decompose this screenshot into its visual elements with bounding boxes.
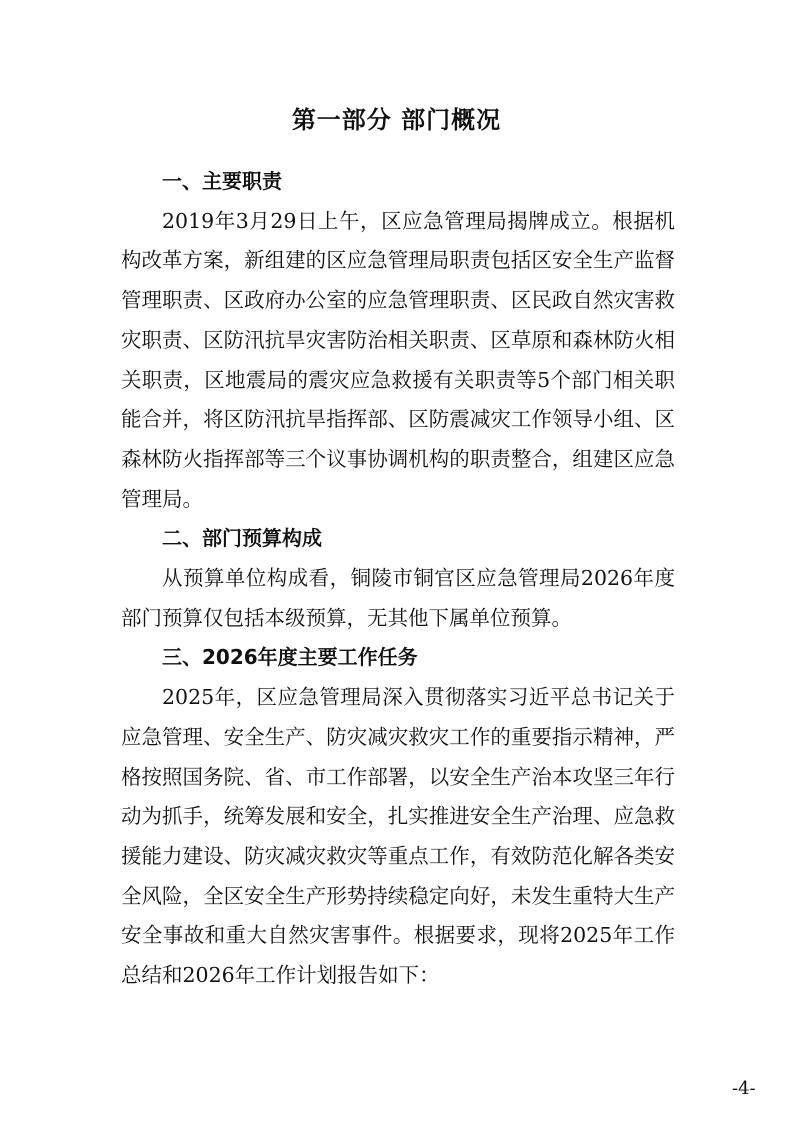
section-heading-work-tasks: 三、2026年度主要工作任务 xyxy=(162,645,418,670)
paragraph-budget-structure: 从预算单位构成看，铜陵市铜官区应急管理局2026年度部门预算仅包括本级预算，无其他下属单位预算。 xyxy=(121,566,675,630)
paragraph-work-tasks: 2025年，区应急管理局深入贯彻落实习近平总书记关于应急管理、安全生产、防灾减灾救灾工作的重要指示精神，严格按照国务院、省、市工作部署，以安全生产治本攻坚三年行动为抓手，统筹发展和安全，扎实推进安全生产治理、应急救援能力建设、防灾减灾救灾等重点工作，有效防范化解各类安全风险，全区安全生产形势持续稳定向好，未发生重特大生产安全事故和重大自然灾害事件。根据要求，现将2025年工作总结和2026年工作计划报告如下： xyxy=(121,685,675,988)
section-heading-budget-structure: 二、部门预算构成 xyxy=(162,526,322,551)
document-body xyxy=(121,162,675,996)
page-number: -4- xyxy=(732,1078,756,1099)
page-title: 第一部分 部门概况 xyxy=(291,106,502,134)
paragraph-duties: 2019年3月29日上午，区应急管理局揭牌成立。根据机构改革方案，新组建的区应急管理局职责包括区安全生产监督管理职责、区政府办公室的应急管理职责、区民政自然灾害救灾职责、区防汛抗旱灾害防治相关职责、区草原和森林防火相关职责，区地震局的震灾应急救援有关职责等5个部门相关职能合并，将区防汛抗旱指挥部、区防震减灾工作领导小组、区森林防火指挥部等三个议事协调机构的职责整合，组建区应急管理局。 xyxy=(121,208,675,511)
section-heading-duties: 一、主要职责 xyxy=(162,169,282,193)
